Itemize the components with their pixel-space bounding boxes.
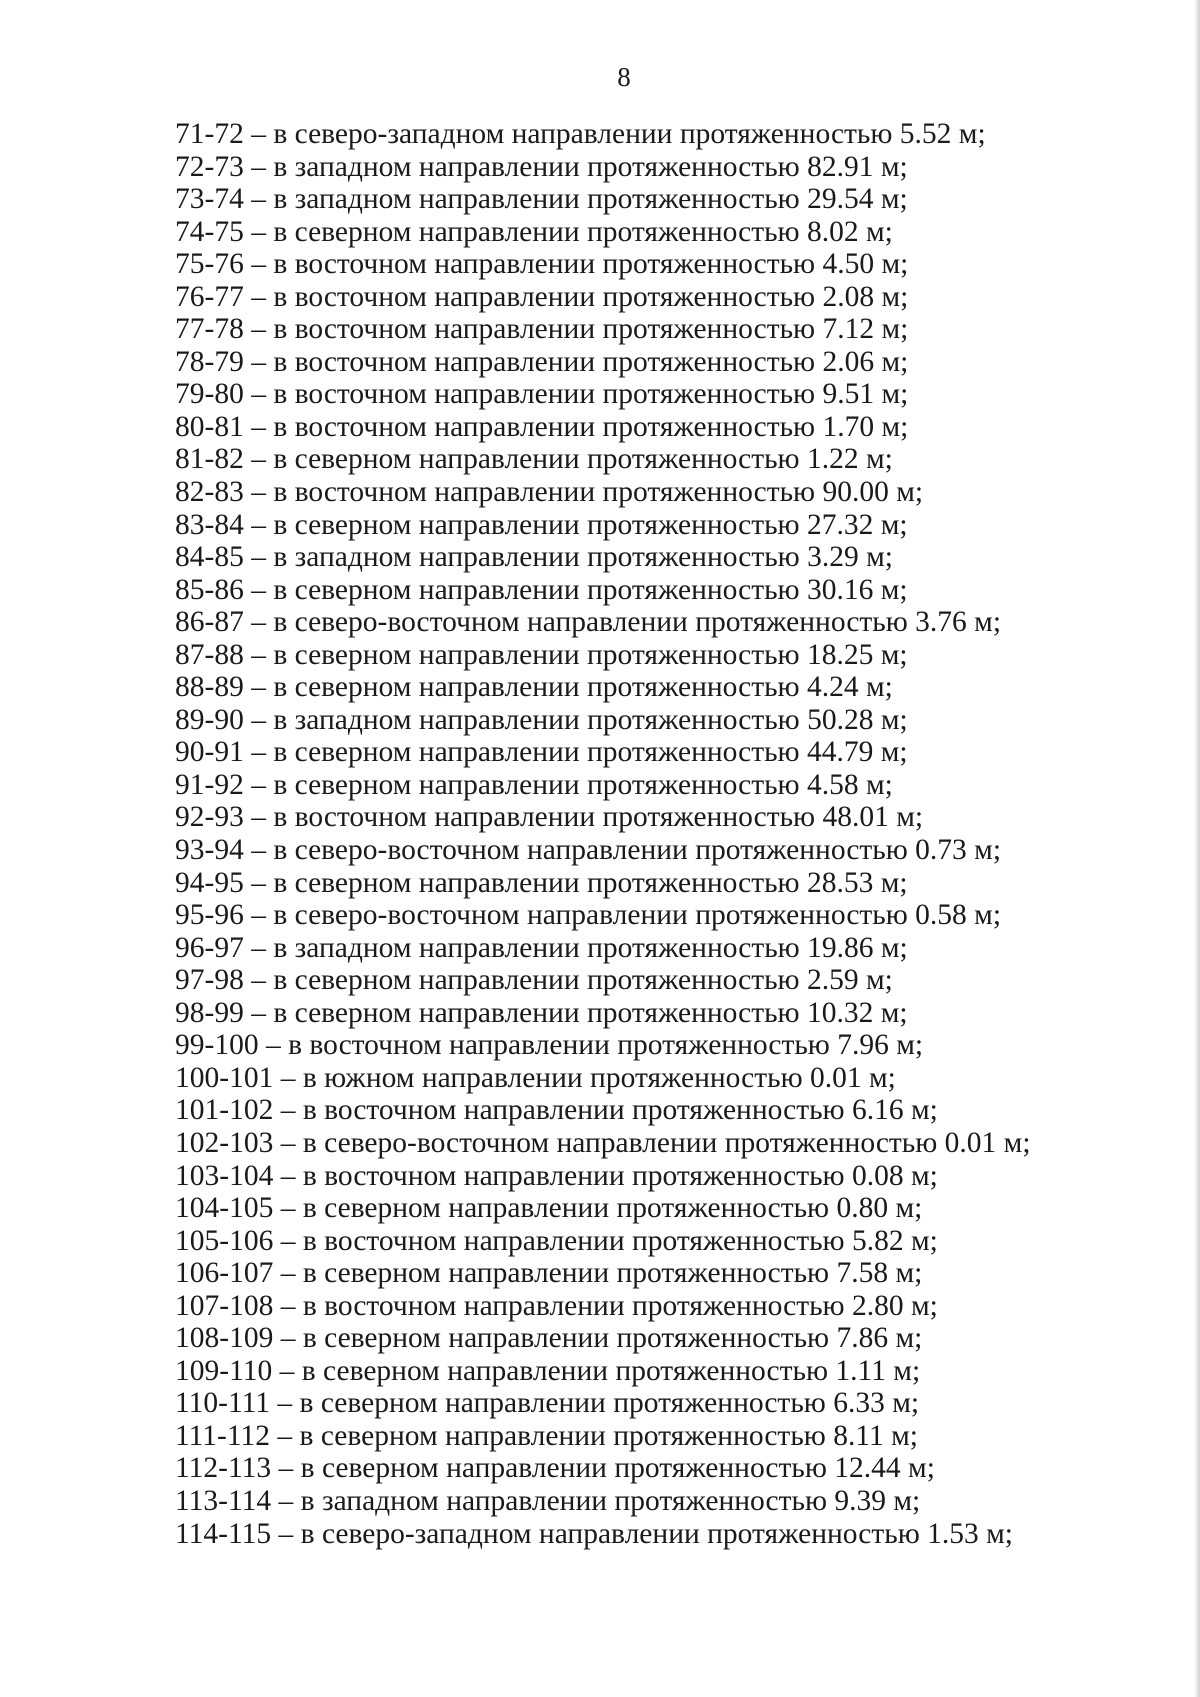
segment-line: 93-94 – в северо-восточном направлении протяженностью 0.73 м; [175,834,1002,867]
segment-line: 76-77 – в восточном направлении протяженностью 2.08 м; [175,280,909,313]
segment-line: 111-112 – в северном направлении протяженностью 8.11 м; [175,1419,918,1452]
segment-line: 75-76 – в восточном направлении протяженностью 4.50 м; [175,248,909,281]
segment-line: 88-89 – в северном направлении протяженностью 4.24 м; [175,671,893,704]
segment-line: 86-87 – в северо-восточном направлении протяженностью 3.76 м; [175,606,1002,639]
segment-line: 81-82 – в северном направлении протяженностью 1.22 м; [175,443,893,476]
page-number: 8 [617,62,631,92]
segment-line: 90-91 – в северном направлении протяженностью 44.79 м; [175,736,908,769]
segment-line: 97-98 – в северном направлении протяженностью 2.59 м; [175,964,893,997]
segment-line: 91-92 – в северном направлении протяженностью 4.58 м; [175,768,893,801]
boundary-segment-list [175,118,1031,1550]
segment-line: 110-111 – в северном направлении протяженностью 6.33 м; [175,1387,920,1420]
segment-line: 100-101 – в южном направлении протяженностью 0.01 м; [175,1061,896,1094]
segment-line: 102-103 – в северо-восточном направлении протяженностью 0.01 м; [175,1126,1031,1159]
segment-line: 108-109 – в северном направлении протяженностью 7.86 м; [175,1322,923,1355]
segment-line: 104-105 – в северном направлении протяженностью 0.80 м; [175,1192,923,1225]
segment-line: 83-84 – в северном направлении протяженностью 27.32 м; [175,508,908,541]
segment-line: 87-88 – в северном направлении протяженностью 18.25 м; [175,638,908,671]
segment-line: 89-90 – в западном направлении протяженностью 50.28 м; [175,703,908,736]
scan-edge-shadow [1194,0,1200,1697]
segment-line: 92-93 – в восточном направлении протяженностью 48.01 м; [175,801,924,834]
segment-line: 71-72 – в северо-западном направлении протяженностью 5.52 м; [175,118,986,150]
segment-line: 80-81 – в восточном направлении протяженностью 1.70 м; [175,410,909,443]
segment-line: 106-107 – в северном направлении протяженностью 7.58 м; [175,1257,923,1290]
segment-line: 101-102 – в восточном направлении протяженностью 6.16 м; [175,1094,938,1127]
segment-line: 94-95 – в северном направлении протяженностью 28.53 м; [175,866,908,899]
segment-line: 107-108 – в восточном направлении протяженностью 2.80 м; [175,1289,938,1322]
segment-line: 73-74 – в западном направлении протяженностью 29.54 м; [175,183,908,216]
segment-line: 84-85 – в западном направлении протяженностью 3.29 м; [175,541,893,574]
segment-line: 96-97 – в западном направлении протяженностью 19.86 м; [175,931,908,964]
segment-line: 85-86 – в северном направлении протяженностью 30.16 м; [175,573,908,606]
segment-line: 74-75 – в северном направлении протяженностью 8.02 м; [175,215,893,248]
segment-line: 72-73 – в западном направлении протяженностью 82.91 м; [175,150,908,183]
segment-line: 95-96 – в северо-восточном направлении протяженностью 0.58 м; [175,899,1002,932]
segment-line: 103-104 – в восточном направлении протяженностью 0.08 м; [175,1159,938,1192]
segment-line: 112-113 – в северном направлении протяженностью 12.44 м; [175,1452,935,1485]
segment-line: 77-78 – в восточном направлении протяженностью 7.12 м; [175,313,909,346]
segment-line: 105-106 – в восточном направлении протяженностью 5.82 м; [175,1224,938,1257]
segment-line: 98-99 – в северном направлении протяженностью 10.32 м; [175,996,908,1029]
segment-line: 99-100 – в восточном направлении протяженностью 7.96 м; [175,1029,924,1062]
segment-line: 109-110 – в северном направлении протяженностью 1.11 м; [175,1354,921,1387]
segment-line: 114-115 – в северо-западном направлении протяженностью 1.53 м; [175,1517,1013,1550]
segment-line: 79-80 – в восточном направлении протяженностью 9.51 м; [175,378,909,411]
segment-line: 113-114 – в западном направлении протяженностью 9.39 м; [175,1484,921,1517]
segment-line: 82-83 – в восточном направлении протяженностью 90.00 м; [175,476,924,509]
segment-line: 78-79 – в восточном направлении протяженностью 2.06 м; [175,345,909,378]
